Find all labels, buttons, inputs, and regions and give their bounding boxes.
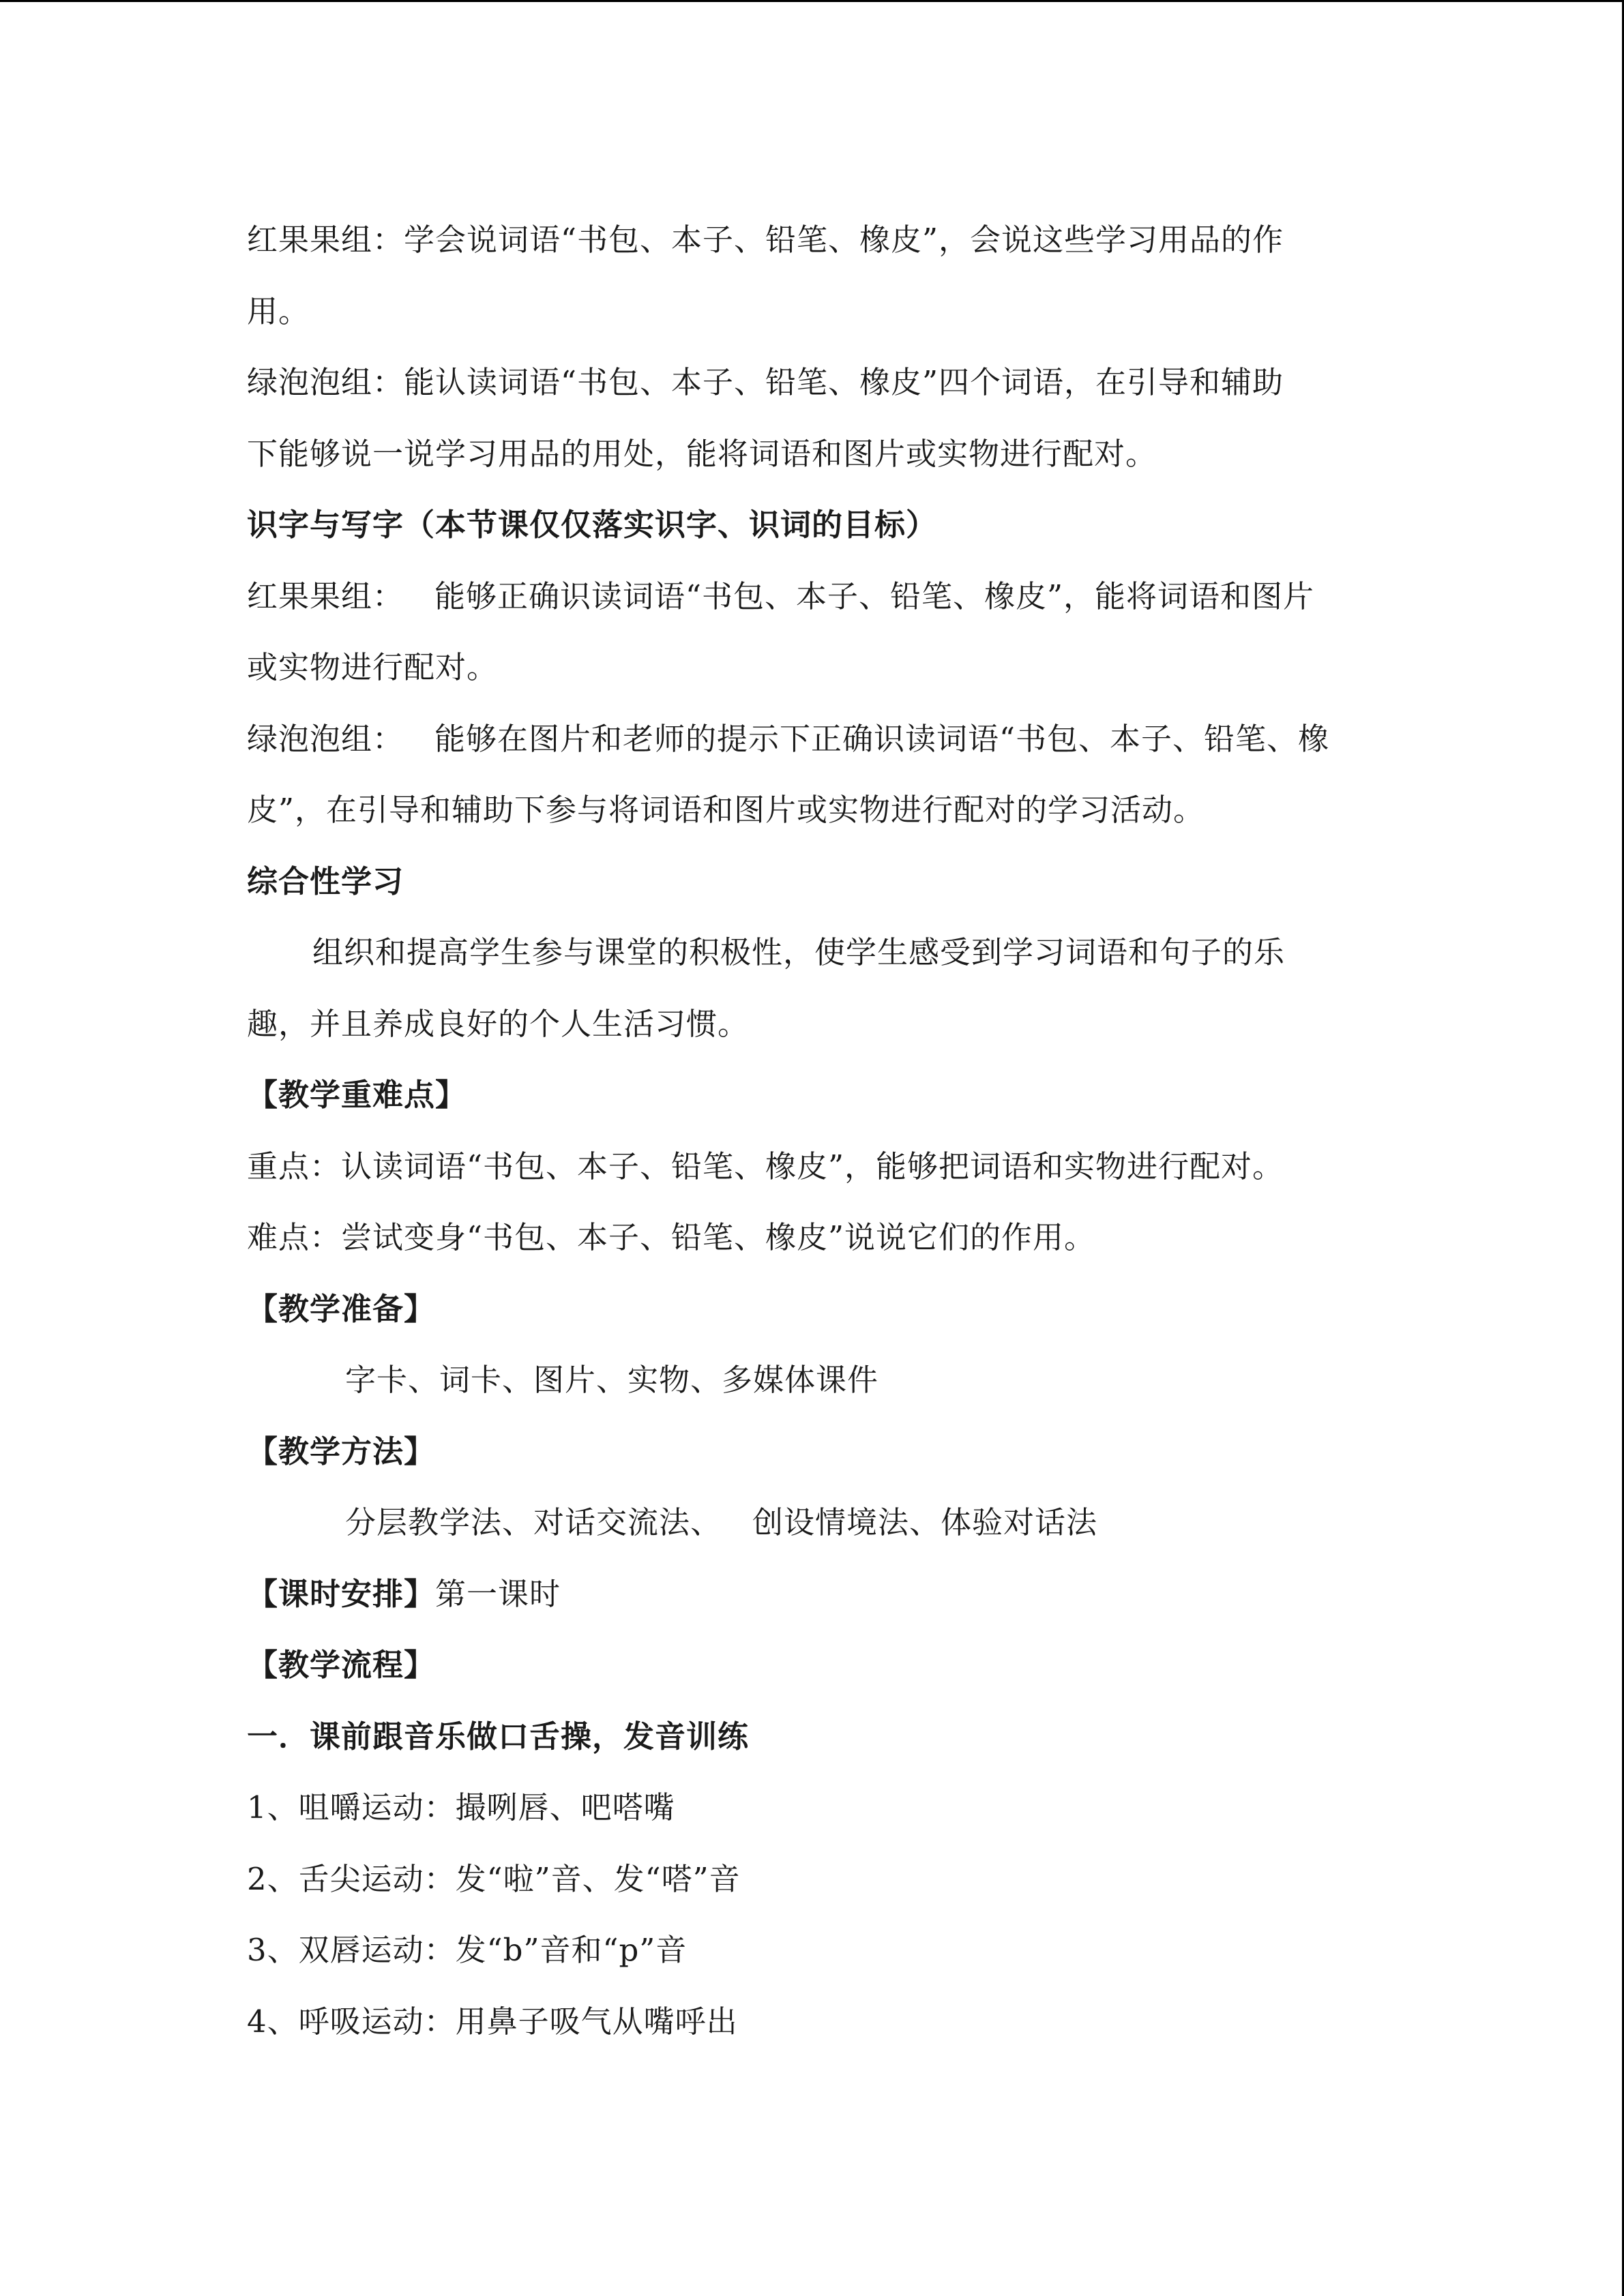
fangfa-text-2: 创设情境法、体验对话法: [752, 1504, 1098, 1540]
hongguo-goal-line-1: 红果果组：学会说词语“书包、本子、铅笔、橡皮”，会说这些学习用品的作: [247, 222, 1284, 258]
step1-heading: 一．课前跟音乐做口舌操，发音训练: [247, 1718, 750, 1755]
nandian-line: 难点：尝试变身“书包、本子、铅笔、橡皮”说说它们的作用。: [247, 1219, 1096, 1255]
fangfa-heading: 【教学方法】: [247, 1433, 436, 1470]
liucheng-heading: 【教学流程】: [247, 1647, 436, 1683]
keshi-line: [247, 1559, 1393, 1630]
zonghe-line-2: 趣，并且养成良好的个人生活习惯。: [247, 1005, 750, 1042]
lvpao-label: 绿泡泡组：: [247, 720, 404, 757]
lvpao-goal-line-1: 绿泡泡组：能认读词语“书包、本子、铅笔、橡皮”四个词语，在引导和辅助: [247, 364, 1284, 400]
hongguo-shizi-line-2: 或实物进行配对。: [247, 649, 499, 685]
list-item: 2、舌尖运动：发“啦”音、发“嗒”音: [247, 1860, 741, 1897]
lvpao-shizi-text: 能够在图片和老师的提示下正确识读词语“书包、本子、铅笔、橡: [434, 720, 1330, 757]
list-item: 4、呼吸运动：用鼻子吸气从嘴呼出: [247, 2003, 738, 2040]
list-item: 1、咀嚼运动：撮咧唇、吧嗒嘴: [247, 1789, 675, 1825]
document-body: [247, 205, 1393, 2057]
zonghe-heading: 综合性学习: [247, 863, 404, 899]
hongguo-label: 红果果组：: [247, 578, 404, 614]
lvpao-goal-line-2: 下能够说一说学习用品的用处，能将词语和图片或实物进行配对。: [247, 435, 1157, 472]
zhongdian-line: 重点：认读词语“书包、本子、铅笔、橡皮”，能够把词语和实物进行配对。: [247, 1148, 1284, 1184]
fangfa-line: [247, 1487, 1393, 1559]
keshi-text: 第一课时: [435, 1575, 561, 1612]
zhunbei-line: 字卡、词卡、图片、实物、多媒体课件: [345, 1362, 879, 1398]
hongguo-shizi-text: 能够正确识读词语“书包、本子、铅笔、橡皮”，能将词语和图片: [434, 578, 1315, 614]
list-item: 3、双唇运动：发“b”音和“p”音: [247, 1932, 688, 1968]
zonghe-line-1: 组织和提高学生参与课堂的积极性，使学生感受到学习词语和句子的乐: [312, 934, 1286, 970]
hongguo-shizi-line-1: [247, 561, 1393, 633]
zhongnan-heading: 【教学重难点】: [247, 1077, 467, 1113]
lvpao-shizi-line-1: [247, 704, 1393, 775]
shizi-heading: 识字与写字（本节课仅仅落实识字、识词的目标）: [247, 507, 938, 543]
lvpao-shizi-line-2: 皮”，在引导和辅助下参与将词语和图片或实物进行配对的学习活动。: [247, 792, 1205, 828]
keshi-heading: 【课时安排】: [247, 1575, 436, 1612]
hongguo-goal-line-2: 用。: [247, 293, 310, 329]
zhunbei-heading: 【教学准备】: [247, 1290, 436, 1327]
fangfa-text-1: 分层教学法、对话交流法、: [345, 1504, 722, 1540]
